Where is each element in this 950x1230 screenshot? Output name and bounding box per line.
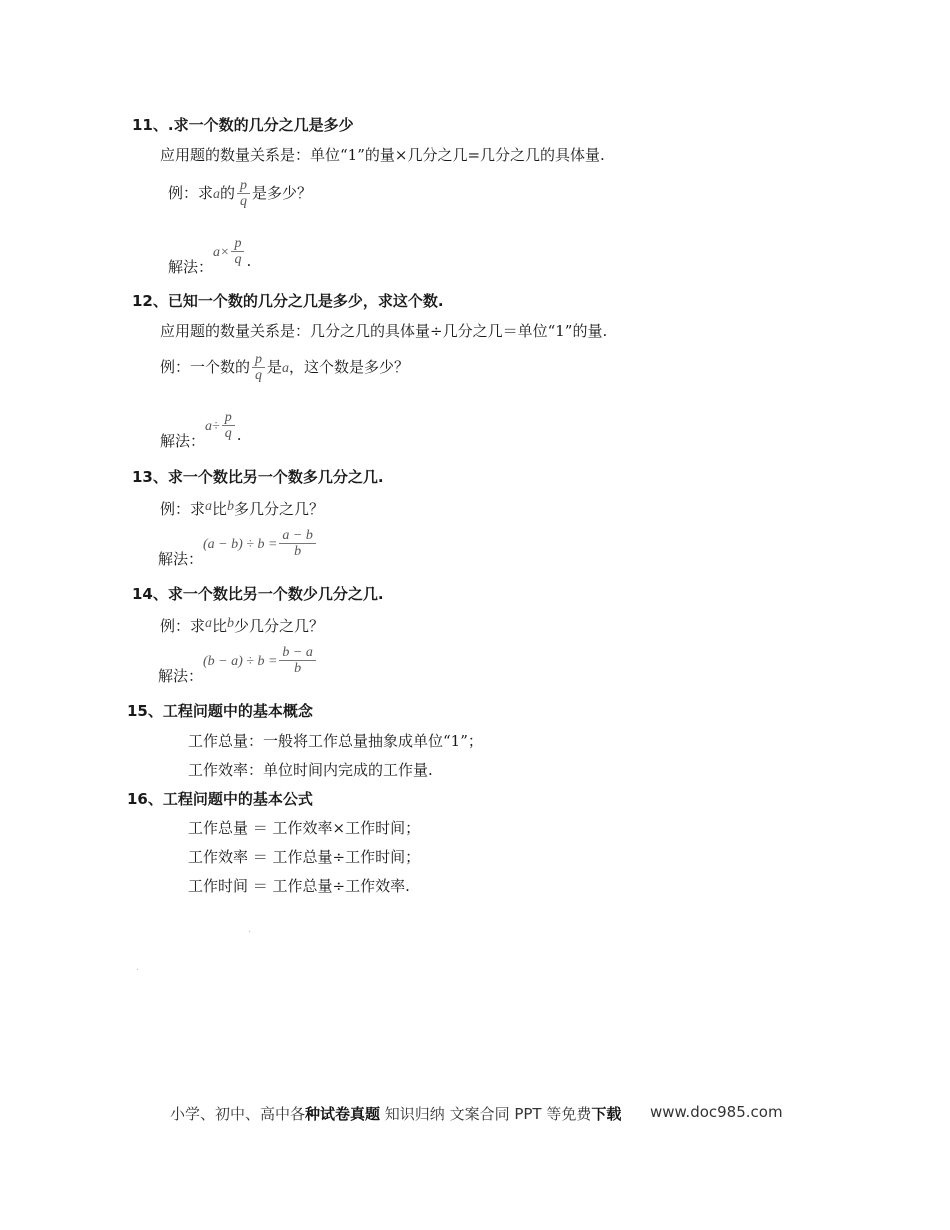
footer-text-4: 文案合同 PPT 等免费	[449, 1105, 592, 1123]
section-13-example	[160, 498, 324, 519]
solution-expression: (a − b) ÷ b =	[203, 536, 278, 552]
section-11-description: 应用题的数量关系是：单位“1”的量×几分之几=几分之几的具体量.	[160, 146, 605, 164]
footer-advertisement	[170, 1103, 621, 1124]
math-operator: ×	[220, 244, 230, 260]
section-16-heading: 16、工程问题中的基本公式	[127, 790, 313, 808]
section-15-line-2: 工作效率：单位时间内完成的工作量.	[188, 761, 433, 779]
example-suffix: ，这个数是多少？	[289, 357, 410, 376]
example-prefix: 例：一个数的	[160, 357, 251, 376]
example-mid: 的	[220, 183, 236, 202]
fraction-p-over-q: $\frac{p}{q}$	[222, 410, 235, 442]
example-suffix: 少几分之几？	[234, 617, 325, 635]
solution-label: 解法：	[168, 257, 214, 276]
fraction-p-over-q: $\frac{p}{q}$	[231, 236, 244, 268]
section-11-heading: 11、.求一个数的几分之几是多少	[132, 116, 354, 134]
math-a: a	[205, 499, 213, 514]
math-a: a	[205, 616, 213, 631]
footer-url[interactable]: www.doc985.com	[650, 1103, 783, 1121]
example-prefix: 例：求	[168, 183, 214, 202]
section-14-heading: 14、求一个数比另一个数少几分之几.	[132, 585, 384, 603]
section-15-heading: 15、工程问题中的基本概念	[127, 702, 313, 720]
footer-text-1: 小学、初中、高中各	[170, 1105, 306, 1123]
fraction-p-over-q: $\frac{p}{q}$	[252, 352, 265, 384]
section-12-description: 应用题的数量关系是：几分之几的具体量÷几分之几＝单位“1”的量.	[160, 322, 608, 340]
footer-text-3: 知识归纳	[380, 1105, 450, 1123]
math-a: a	[282, 360, 290, 376]
solution-label: 解法：	[158, 549, 204, 568]
section-13-solution	[158, 528, 318, 568]
section-11-solution	[168, 236, 252, 276]
section-12-example	[160, 352, 409, 384]
example-mid: 比	[212, 617, 228, 635]
math-a: a	[213, 186, 221, 202]
math-a: a	[213, 244, 221, 260]
fraction-a-minus-b-over-b: $\frac{a - b}{b}$	[279, 528, 315, 560]
solution-label: 解法：	[158, 666, 204, 685]
section-16-line-2: 工作效率 ＝ 工作总量÷工作时间；	[188, 848, 421, 866]
footer-text-5: 下载	[591, 1105, 622, 1123]
example-mid: 是	[267, 357, 283, 376]
fraction-p-over-q: $\frac{p}{q}$	[237, 178, 250, 210]
example-prefix: 例：求	[160, 500, 206, 518]
stray-mark: .	[136, 962, 140, 973]
solution-label: 解法：	[160, 431, 206, 450]
section-14-solution	[158, 645, 318, 685]
example-mid: 比	[212, 500, 228, 518]
footer-text-2: 种试卷真题	[305, 1105, 381, 1123]
section-16-line-1: 工作总量 ＝ 工作效率×工作时间；	[188, 819, 421, 837]
math-b: b	[227, 616, 235, 631]
fraction-b-minus-a-over-b: $\frac{b - a}{b}$	[279, 645, 315, 677]
solution-expression: (b − a) ÷ b =	[203, 653, 278, 669]
section-11-example	[168, 178, 312, 210]
stray-mark: .	[248, 924, 252, 935]
math-b: b	[227, 499, 235, 514]
math-operator: ÷	[212, 418, 220, 434]
section-14-example	[160, 615, 324, 636]
example-prefix: 例：求	[160, 617, 206, 635]
section-15-line-1: 工作总量：一般将工作总量抽象成单位“1”；	[188, 732, 483, 750]
example-suffix: 是多少？	[252, 183, 313, 202]
math-a: a	[205, 418, 213, 434]
solution-end: .	[246, 251, 252, 270]
section-12-heading: 12、已知一个数的几分之几是多少，求这个数.	[132, 292, 444, 310]
solution-end: .	[236, 425, 242, 444]
section-13-heading: 13、求一个数比另一个数多几分之几.	[132, 468, 384, 486]
section-12-solution	[160, 410, 242, 450]
section-16-line-3: 工作时间 ＝ 工作总量÷工作效率.	[188, 877, 410, 895]
example-suffix: 多几分之几？	[234, 500, 325, 518]
